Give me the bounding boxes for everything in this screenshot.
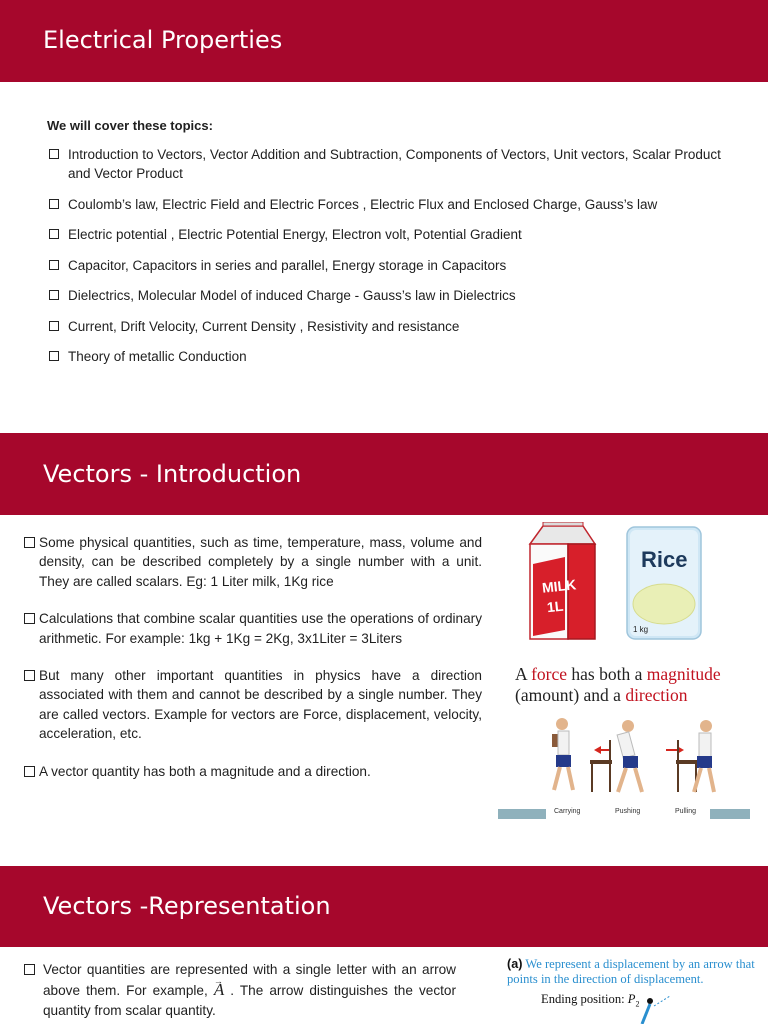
pulling-label: Pulling xyxy=(675,808,697,815)
list-item: Current, Drift Velocity, Current Density , Resistivity and resistance xyxy=(47,317,747,336)
checkbox-bullet-icon xyxy=(24,613,35,624)
ending-position-label: Ending position: $P_2$ xyxy=(541,992,640,1009)
checkbox-bullet-icon xyxy=(24,964,35,975)
magnitude-word: magnitude xyxy=(646,664,721,684)
list-item: Capacitor, Capacitors in series and parallel, Energy storage in Capacitors xyxy=(47,256,747,275)
milk-volume: 1L xyxy=(546,597,565,616)
list-item: Coulomb’s law, Electric Field and Electric Forces , Electric Flux and Enclosed Charge, Gauss’s law xyxy=(47,195,747,214)
paragraph: Calculations that combine scalar quantities use the operations of ordinary arithmetic. For example: 1kg + 1Kg = 2Kg, 3x1Liter = 3Liters xyxy=(24,609,482,648)
paragraph: A vector quantity has both a magnitude and a direction. xyxy=(24,762,482,781)
pulling-figure xyxy=(666,720,714,792)
checkbox-bullet-icon xyxy=(49,260,59,270)
slide-title: Electrical Properties xyxy=(43,26,283,54)
checkbox-bullet-icon xyxy=(49,321,59,331)
force-figures-illustration xyxy=(498,712,752,822)
list-item: Dielectrics, Molecular Model of induced Charge - Gauss’s law in Dielectrics xyxy=(47,286,747,305)
milk-and-rice-illustration xyxy=(525,522,765,647)
pushing-figure xyxy=(590,720,642,792)
paragraph: Some physical quantities, such as time, temperature, mass, volume and density, can be described completely by a single number with a unit. They are called scalars. Eg: 1 Liter milk, 1Kg rice xyxy=(24,533,482,591)
checkbox-bullet-icon xyxy=(24,766,35,777)
milk-label: MILK xyxy=(541,576,577,596)
displacement-figure-caption: (a) We represent a displacement by an arrow that points in the direction of displacement. xyxy=(507,957,755,986)
slide-header-vectors-introduction xyxy=(0,433,768,515)
carrying-figure xyxy=(552,718,573,790)
displacement-arrow-icon xyxy=(628,994,678,1024)
slide-header-vectors-representation xyxy=(0,866,768,947)
topics-list xyxy=(47,145,747,366)
checkbox-bullet-icon xyxy=(49,149,59,159)
list-item: Introduction to Vectors, Vector Addition and Subtraction, Components of Vectors, Unit vectors, Scalar Product and Vector Product xyxy=(47,145,747,183)
direction-word: direction xyxy=(625,685,688,705)
vectors-representation-text xyxy=(24,960,456,1021)
rice-weight: 1 kg xyxy=(633,625,649,634)
checkbox-bullet-icon xyxy=(49,290,59,300)
milk-carton-image xyxy=(530,522,595,639)
vector-a-symbol: → A xyxy=(214,980,224,1000)
list-item: Theory of metallic Conduction xyxy=(47,347,747,366)
checkbox-bullet-icon xyxy=(24,537,35,548)
checkbox-bullet-icon xyxy=(49,351,59,361)
checkbox-bullet-icon xyxy=(24,670,35,681)
checkbox-bullet-icon xyxy=(49,229,59,239)
rice-label: Rice xyxy=(641,547,688,572)
paragraph: But many other important quantities in physics have a direction associated with them and cannot be described by a single number. They are called vectors. Example for vectors are Force, displacement, velocity, acceleration, etc. xyxy=(24,666,482,744)
slide-title: Vectors - Introduction xyxy=(43,460,302,488)
force-caption: A force has both a magnitude (amount) and a direction xyxy=(515,664,721,705)
paragraph: Vector quantities are represented with a single letter with an arrow above them. For example, → A . The arrow distinguishes the vector quantity from scalar quantity. xyxy=(24,960,456,1021)
checkbox-bullet-icon xyxy=(49,199,59,209)
slide-header-electrical-properties xyxy=(0,0,768,82)
pushing-label: Pushing xyxy=(615,808,641,815)
slide-title: Vectors -Representation xyxy=(43,892,331,920)
rice-bag-image xyxy=(627,527,701,639)
list-item: Electric potential , Electric Potential Energy, Electron volt, Potential Gradient xyxy=(47,225,747,244)
topics-heading: We will cover these topics: xyxy=(47,118,213,133)
vectors-intro-text xyxy=(24,533,482,799)
topics-section xyxy=(47,118,747,378)
carrying-label: Carrying xyxy=(554,808,581,815)
force-word: force xyxy=(531,664,568,684)
